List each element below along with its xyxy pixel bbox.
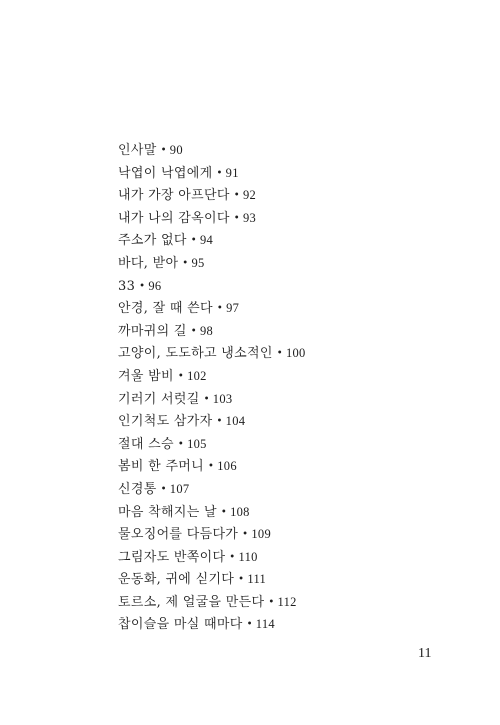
toc-entry-title: 낙엽이 낙엽에게 [118,165,213,181]
toc-entry-title: 내가 나의 감옥이다 [118,210,230,226]
toc-entry-separator: • [190,235,197,247]
toc-entry-title: 봄비 한 주머니 [118,459,205,475]
toc-entry [118,320,306,343]
toc-entry-page: 112 [277,594,297,609]
toc-entry [118,365,306,388]
toc-entry-separator: • [139,280,146,292]
toc-entry [118,207,306,230]
toc-entry-page: 111 [247,572,267,587]
table-of-contents [118,139,306,636]
toc-entry [118,546,306,569]
toc-entry-separator: • [177,438,185,450]
page-number: 11 [418,646,432,661]
toc-entry-title: 내가 가장 아프단다 [118,188,230,204]
toc-entry-page: 103 [212,391,233,406]
toc-entry [118,410,306,433]
toc-entry-separator: • [182,257,189,269]
toc-entry [118,162,306,185]
toc-entry-separator: • [246,619,253,631]
toc-entry-title: 운동화, 귀에 싣기다 [118,572,235,588]
toc-entry-page: 90 [169,143,183,157]
toc-entry-separator: • [216,167,223,179]
toc-entry-separator: • [242,529,249,541]
toc-entry-title: 까마귀의 길 [118,323,187,339]
toc-entry [118,455,306,478]
toc-entry-title: 주소가 없다 [118,233,187,249]
toc-entry-page: 92 [242,188,257,203]
toc-entry-page: 100 [285,346,306,361]
toc-entry [118,252,306,275]
toc-entry [118,275,306,298]
toc-entry [118,613,306,636]
toc-entry-page: 102 [187,368,207,383]
toc-entry-page: 114 [255,617,275,632]
toc-entry-separator: • [190,325,197,337]
toc-entry-title: 기러기 서럿길 [118,391,200,407]
toc-entry-separator: • [177,370,185,382]
toc-entry-page: 107 [169,481,190,496]
toc-entry-separator: • [268,596,275,608]
toc-entry-title: 찹이슬을 마실 때마다 [118,617,243,633]
toc-entry-title: 토르소, 제 얼굴을 만든다 [118,594,265,610]
toc-entry-page: 94 [199,233,214,248]
toc-entry-title: 바다, 받아 [118,255,179,271]
toc-entry-title: 인기척도 삼가자 [118,414,213,430]
toc-entry [118,229,306,252]
toc-entry-page: 95 [191,255,205,270]
toc-entry-title: 겨울 밤비 [118,368,174,384]
toc-entry [118,433,306,456]
toc-entry-title: 그림자도 반쪽이다 [118,549,226,565]
toc-entry-title: 인사말 [118,143,157,158]
toc-entry-separator: • [216,303,224,315]
toc-entry-separator: • [238,574,245,586]
toc-entry-page: 98 [199,323,214,338]
toc-entry [118,139,306,162]
toc-entry [118,478,306,501]
toc-entry [118,342,306,365]
toc-entry-separator: • [216,416,223,428]
toc-entry-separator: • [233,190,240,202]
toc-entry-title: 절대 스승 [118,436,174,452]
toc-entry-page: 93 [242,210,257,225]
toc-entry-separator: • [220,506,228,518]
toc-entry [118,501,306,524]
toc-entry-page: 96 [148,278,162,293]
toc-entry-separator: • [233,212,240,224]
toc-entry-title: 신경통 [118,481,157,497]
toc-entry [118,523,306,546]
toc-entry [118,388,306,411]
toc-entry-page: 109 [251,527,272,542]
toc-entry-title: 안경, 잘 때 쓴다 [118,301,213,317]
toc-entry-title: 물오징어를 다듬다가 [118,527,239,543]
toc-entry-page: 105 [187,436,207,451]
toc-entry-page: 110 [238,549,258,564]
toc-entry-separator: • [160,483,167,495]
toc-entry-separator: • [203,393,210,405]
toc-entry-title: 33 [118,278,136,294]
toc-entry-page: 91 [225,165,239,180]
toc-entry-separator: • [276,348,283,360]
toc-entry-title: 마음 착해지는 날 [118,504,217,520]
toc-entry [118,184,306,207]
toc-entry-separator: • [160,145,167,156]
toc-entry [118,568,306,591]
toc-entry-page: 97 [226,301,240,316]
toc-entry-title: 고양이, 도도하고 냉소적인 [118,346,273,362]
toc-entry [118,591,306,614]
toc-entry-page: 106 [217,459,237,474]
toc-entry-separator: • [208,461,215,473]
toc-entry-separator: • [229,551,236,563]
toc-entry-page: 108 [230,504,250,519]
toc-entry [118,297,306,320]
toc-entry-page: 104 [225,414,246,429]
